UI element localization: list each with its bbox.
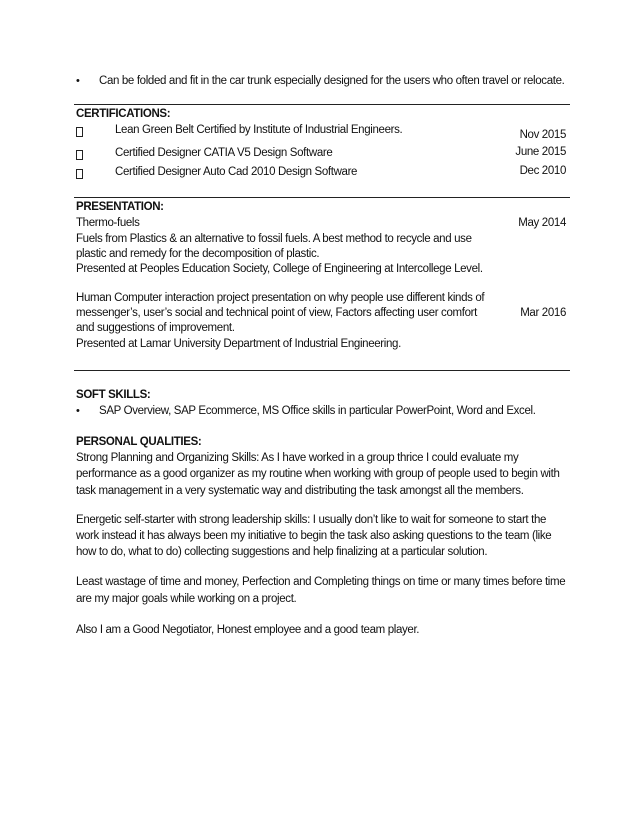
paragraph-line: how to do, what to do) collecting suggestions and help finalizing at a particular solution. (76, 546, 488, 558)
bullet-symbol: • (76, 75, 80, 87)
soft-skills-heading: SOFT SKILLS: (76, 389, 151, 401)
soft-skills-text: SAP Overview, SAP Ecommerce, MS Office skills in particular PowerPoint, Word and Excel. (99, 405, 536, 417)
paragraph-line: performance as a good organizer as my routine when working with group of people used to begin with (76, 468, 560, 480)
certification-date: Nov 2015 (519, 129, 566, 141)
certification-item: Lean Green Belt Certified by Institute of Industrial Engineers. (115, 124, 403, 136)
personal-qualities-heading: PERSONAL QUALITIES: (76, 436, 202, 448)
checkbox-icon (76, 150, 83, 160)
section-divider (74, 370, 570, 371)
paragraph-line: Also I am a Good Negotiator, Honest employee and a good team player. (76, 624, 420, 636)
presentation-date: May 2014 (518, 217, 566, 229)
certification-date: Dec 2010 (519, 165, 566, 177)
bullet-symbol: • (76, 405, 80, 417)
certification-item: Certified Designer CATIA V5 Design Software (115, 147, 333, 159)
presentation-text-line: Presented at Peoples Education Society, College of Engineering at Intercollege Level. (76, 263, 483, 275)
certification-date: June 2015 (515, 146, 566, 158)
checkbox-icon (76, 169, 83, 179)
paragraph-line: task management in a very systematic way and distributing the task amongst all the members. (76, 485, 524, 497)
checkbox-icon (76, 127, 83, 137)
presentation-title: Thermo-fuels (76, 217, 140, 229)
presentation-text-line: plastic and remedy for the decomposition of plastic. (76, 248, 320, 260)
paragraph-line: Energetic self-starter with strong leadership skills: I usually don’t like to wait for someone to start the (76, 514, 547, 526)
presentation-text-line: Human Computer interaction project presentation on why people use different kinds of (76, 292, 485, 304)
presentation-text-line: messenger’s, user’s social and technical point of view, Factors affecting user comfort (76, 307, 477, 319)
presentation-text-line: Fuels from Plastics & an alternative to fossil fuels. A best method to recycle and use (76, 233, 472, 245)
paragraph-line: Strong Planning and Organizing Skills: As I have worked in a group thrice I could evaluate my (76, 452, 519, 464)
presentation-text-line: Presented at Lamar University Department of Industrial Engineering. (76, 338, 401, 350)
intro-bullet-text: Can be folded and fit in the car trunk especially designed for the users who often travel or relocate. (99, 75, 565, 87)
certification-item: Certified Designer Auto Cad 2010 Design Software (115, 166, 358, 178)
presentation-heading: PRESENTATION: (76, 201, 164, 213)
presentation-text-line: and suggestions of improvement. (76, 322, 235, 334)
paragraph-line: work instead it has always been my initiative to begin the task also asking questions to the team (like (76, 530, 552, 542)
paragraph-line: Least wastage of time and money, Perfection and Completing things on time or many times before time (76, 576, 566, 588)
presentation-date: Mar 2016 (520, 307, 566, 319)
section-divider (74, 197, 570, 198)
paragraph-line: are my major goals while working on a project. (76, 593, 297, 605)
certifications-heading: CERTIFICATIONS: (76, 108, 171, 120)
section-divider (74, 104, 570, 105)
